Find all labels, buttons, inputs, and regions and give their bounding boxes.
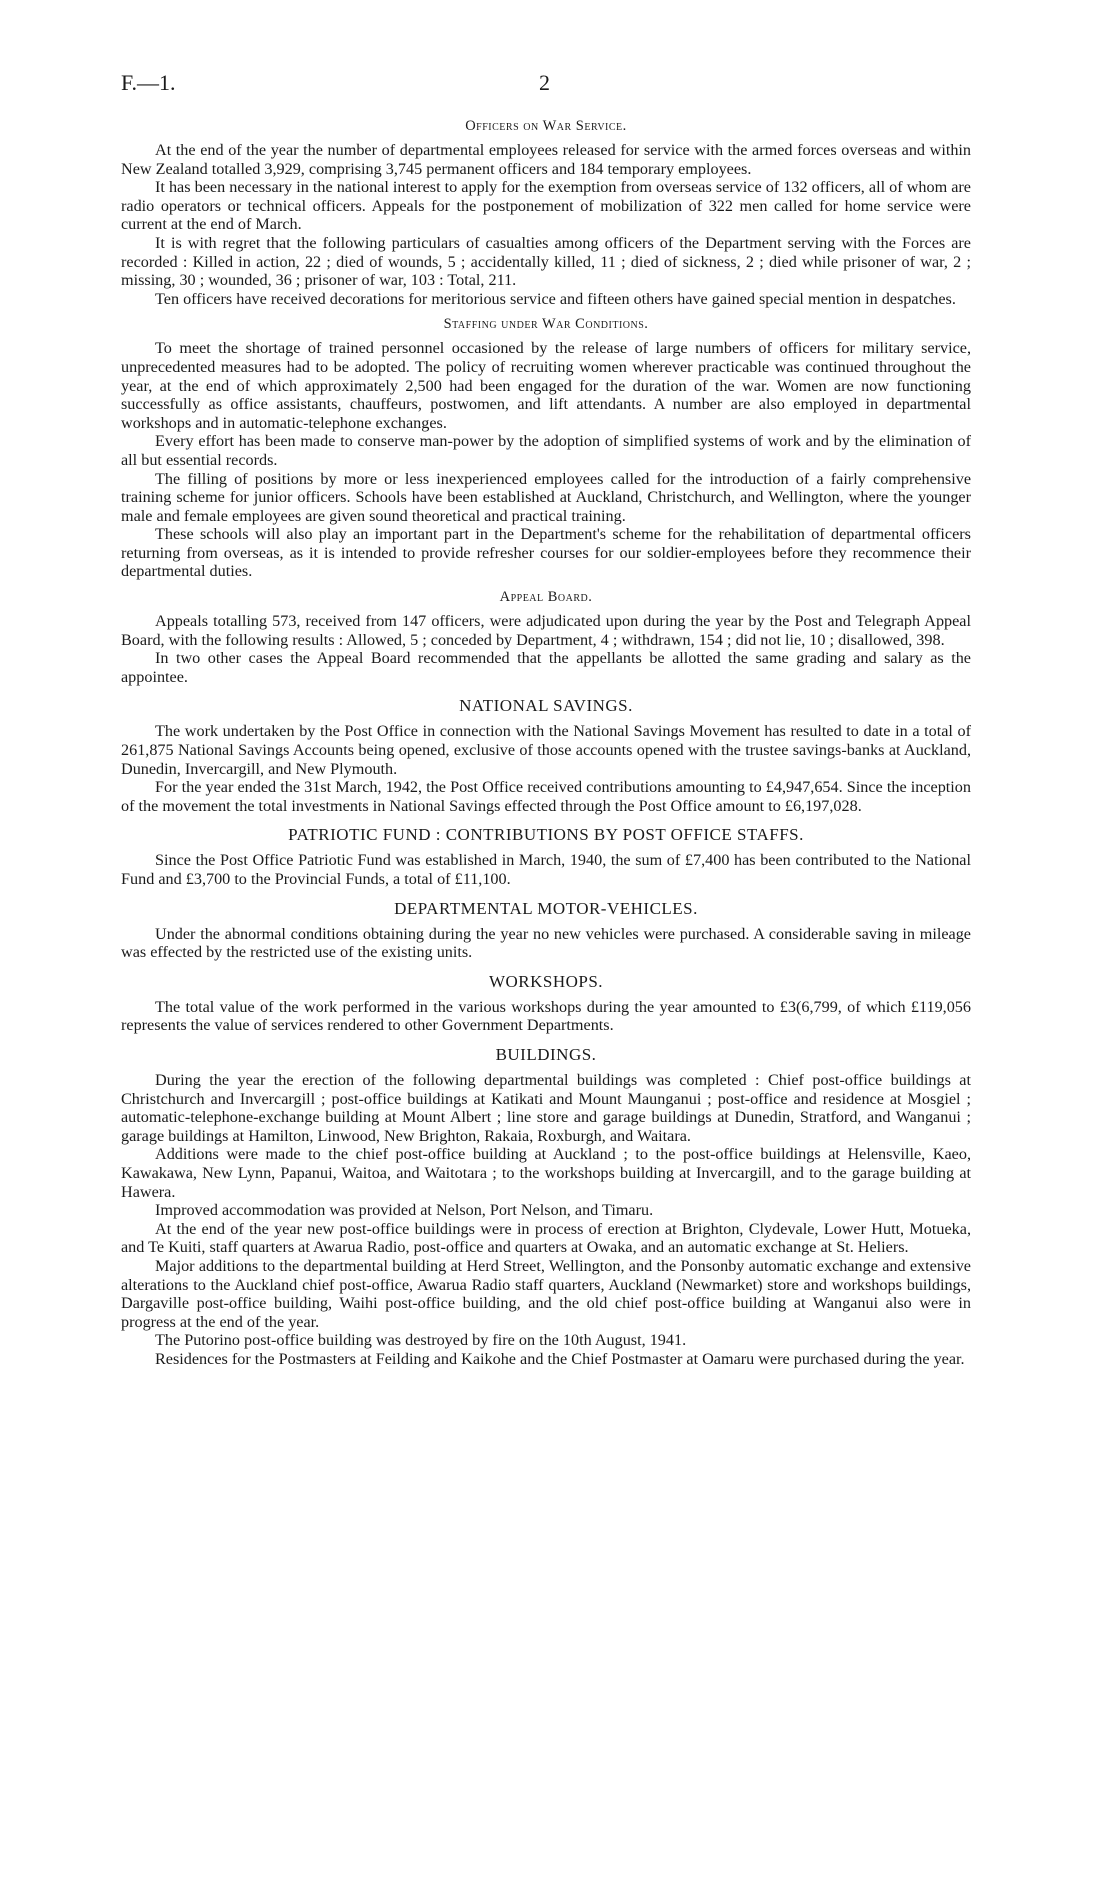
paragraph: Under the abnormal conditions obtaining during the year no new vehicles were purchased. A considerable saving in mileage was effected by the restricted use of the existing units. — [121, 924, 971, 962]
paragraph: To meet the shortage of trained personnel occasioned by the release of large numbers of officers for military service, unprecedented measures had to be adopted. The policy of recruiting women wherever practicable was continued throughout the year, at the end of which approximately 2,500 had been engaged for the duration of the war. Women are now functioning successfully as office assistants, chauffeurs, postwomen, and lift attendants. A number are also employed in departmental workshops and in automatic-telephone exchanges. — [121, 339, 971, 432]
section-heading: PATRIOTIC FUND : CONTRIBUTIONS BY POST OFFICE STAFFS. — [288, 825, 804, 845]
paragraph: Major additions to the departmental building at Herd Street, Wellington, and the Ponsonby automatic exchange and extensive alterations to the Auckland chief post-office, Awarua Radio staff quarters, Auckland (Newmarket) store and workshops buildings, Dargaville post-office building, Waihi post-office building, and the old chief post-office building at Wanganui also were in progress at the end of the year. — [121, 1256, 971, 1331]
paragraph: These schools will also play an important part in the Department's scheme for the rehabilitation of departmental officers returning from overseas, as it is intended to provide refresher courses for our soldier-employees before they recommence their departmental duties. — [121, 525, 971, 581]
paragraph: During the year the erection of the following departmental buildings was completed : Chief post-office buildings at Christchurch and Invercargill ; post-office buildings at Katikati and Mount Maunganui ; post-office and residence at Mosgiel ; automatic-telephone-exchange building at Mount Albert ; line store and garage buildings at Dunedin, Stratford, and Wanganui ; garage buildings at Hamilton, Linwood, New Brighton, Rakaia, Roxburgh, and Waitara. — [121, 1070, 971, 1145]
paragraph: At the end of the year the number of departmental employees released for service with the armed forces overseas and within New Zealand totalled 3,929, comprising 3,745 permanent officers and 184 temporary employees. — [121, 141, 971, 178]
section-staffing-under-war-conditions — [121, 316, 971, 581]
section-heading: Appeal Board. — [499, 589, 593, 606]
section-patriotic-fund — [121, 825, 971, 888]
section-heading: BUILDINGS. — [495, 1044, 597, 1064]
document-page — [121, 70, 971, 1368]
page-number: 2 — [539, 70, 550, 95]
section-buildings — [121, 1045, 971, 1369]
paragraph: Ten officers have received decorations for meritorious service and fifteen others have gained special mention in despatches. — [155, 289, 956, 308]
section-heading: Officers on War Service. — [465, 118, 627, 134]
paragraph: The Putorino post-office building was destroyed by fire on the 10th August, 1941. — [155, 1331, 687, 1350]
paragraph: At the end of the year new post-office buildings were in process of erection at Brighton, Clydevale, Lower Hutt, Motueka, and Te Kuiti, staff quarters at Awarua Radio, post-office and quarters at Owaka, and an automatic exchange at St. Heliers. — [121, 1219, 971, 1257]
paragraph: Residences for the Postmasters at Feilding and Kaikohe and the Chief Postmaster at Oamaru were purchased during the year. — [155, 1349, 965, 1368]
paragraph: For the year ended the 31st March, 1942, the Post Office received contributions amounting to £4,947,654. Since the inception of the movement the total investments in National Savings effected through the Post Office amount to £6,197,028. — [121, 778, 971, 815]
section-heading: WORKSHOPS. — [488, 971, 604, 991]
paragraph: The filling of positions by more or less inexperienced employees called for the introduction of a fairly comprehensive training scheme for junior officers. Schools have been established at Auckland, Christchurch, and Wellington, where the younger male and female employees are given sound theoretical and practical training. — [121, 469, 971, 525]
paragraph: It has been necessary in the national interest to apply for the exemption from overseas service of 132 officers, all of whom are radio operators or technical officers. Appeals for the postponement of mobilization of 322 men called for home service were current at the end of March. — [121, 178, 971, 234]
section-appeal-board — [121, 589, 971, 686]
paragraph: Every effort has been made to conserve man-power by the adoption of simplified systems of work and by the elimination of all but essential records. — [121, 432, 971, 469]
page-header — [121, 70, 971, 110]
paragraph: Improved accommodation was provided at Nelson, Port Nelson, and Timaru. — [155, 1201, 654, 1220]
section-departmental-motor-vehicles — [121, 899, 971, 962]
section-officers-on-war-service — [121, 118, 971, 308]
section-heading: Staffing under War Conditions. — [443, 316, 649, 333]
document-reference: F.—1. — [121, 70, 176, 95]
paragraph: Since the Post Office Patriotic Fund was established in March, 1940, the sum of £7,400 has been contributed to the National Fund and £3,700 to the Provincial Funds, a total of £11,100. — [121, 851, 971, 888]
section-national-savings — [121, 696, 971, 815]
paragraph: The work undertaken by the Post Office in connection with the National Savings Movement has resulted to date in a total of 261,875 National Savings Accounts being opened, exclusive of those accounts opened with the trustee savings-banks at Auckland, Dunedin, Invercargill, and New Plymouth. — [121, 722, 971, 778]
section-heading: NATIONAL SAVINGS. — [459, 696, 633, 716]
section-workshops — [121, 972, 971, 1035]
paragraph: Additions were made to the chief post-office building at Auckland ; to the post-office buildings at Helensville, Kaeo, Kawakawa, New Lynn, Papanui, Waitoa, and Waitotara ; to the workshops building at Invercargill, and to the garage building at Hawera. — [121, 1145, 971, 1201]
section-heading: DEPARTMENTAL MOTOR-VEHICLES. — [394, 898, 698, 918]
paragraph: In two other cases the Appeal Board recommended that the appellants be allotted the same grading and salary as the appointee. — [121, 649, 971, 686]
paragraph: It is with regret that the following particulars of casualties among officers of the Department serving with the Forces are recorded : Killed in action, 22 ; died of wounds, 5 ; accidentally killed, 11 ; died of sickness, 2 ; died while prisoner of war, 2 ; missing, 30 ; wounded, 36 ; prisoner of war, 103 : Total, 211. — [121, 233, 971, 290]
paragraph: Appeals totalling 573, received from 147 officers, were adjudicated upon during the year by the Post and Telegraph Appeal Board, with the following results : Allowed, 5 ; conceded by Department, 4 ; withdrawn, 154 ; did not lie, 10 ; disallowed, 398. — [121, 612, 971, 649]
paragraph: The total value of the work performed in the various workshops during the year amounted to £3(6,799, of which £119,056 represents the value of services rendered to other Government Departments. — [121, 997, 971, 1035]
